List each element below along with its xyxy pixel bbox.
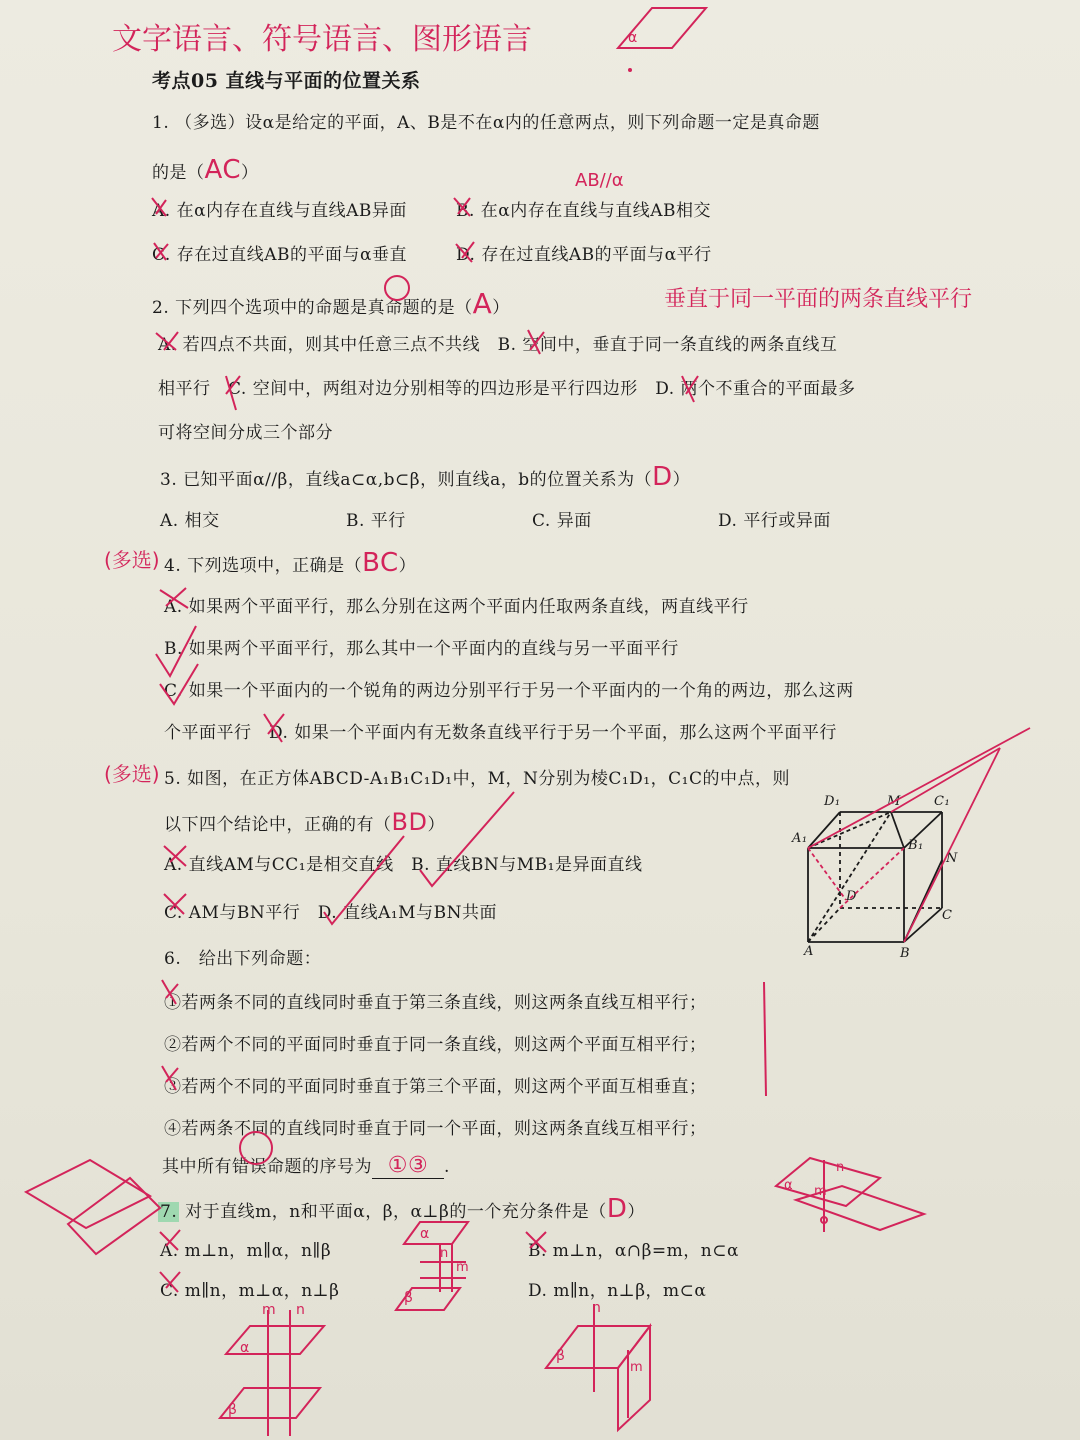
q5-stem-line2 [164,808,445,836]
q6-item2: ②若两个不同的平面同时垂直于同一条直线，则这两个平面互相平行； [164,1035,707,1055]
cube-edge-ad-hidden [808,908,840,942]
q4-stem-text: 4. 下列选项中，正确是（ [164,556,363,576]
q5-stem-line1: 5. 如图，在正方体ABCD-A₁B₁C₁D₁中，M，N分别为棱C₁D₁，C₁C的中点，则 [164,769,790,789]
cube-label-d1: D₁ [824,794,841,809]
q3-option-a: A. 相交 [160,511,220,531]
sketch-top-dot [628,68,632,72]
q4-line2: B. 如果两个平面平行，那么其中一个平面内的直线与另一平面平行 [164,639,679,659]
q5-answer: BD [391,808,428,836]
q6-tail-text: 其中所有错误命题的序号为 [162,1157,372,1177]
cube-label-b1: B₁ [908,838,924,853]
q1-close: ） [240,163,259,183]
sketch-right-n: n [836,1160,845,1175]
q2-line3: 可将空间分成三个部分 [158,423,333,443]
q6-stem: 6. 给出下列命题： [164,949,322,969]
q3-answer: D [652,462,673,492]
cube-label-c: C [942,908,953,923]
cube-label-m: M [887,794,901,809]
cube-label-a: A [804,944,814,959]
cube-line-a1m [808,812,891,848]
sketch-q7c-m: m [456,1260,469,1275]
q1-option-c: C. 存在过直线AB的平面与α垂直 [152,245,407,265]
q3-option-b: B. 平行 [346,511,406,531]
q7-option-d: D. m∥n，n⊥β，m⊂α [528,1281,707,1301]
q6-tail-period: . [444,1157,450,1177]
cube-line-am [808,812,891,942]
cube-red-extension-1 [808,728,1030,848]
q1-stem-line2 [152,155,258,185]
cube-label-a1: A₁ [792,831,808,846]
q1-answer: AC [204,155,241,185]
cube-label-c1: C₁ [934,794,951,809]
q6-item1: ①若两条不同的直线同时垂直于第三条直线，则这两条直线互相平行； [164,993,707,1013]
q7-close: ） [627,1202,645,1222]
q1-option-d: D. 存在过直线AB的平面与α平行 [456,245,712,265]
q3-stem-text: 3. 已知平面α//β，直线a⊂α,b⊂β，则直线a，b的位置关系为（ [160,470,653,490]
q3-option-d: D. 平行或异面 [718,511,831,531]
q6-tail [162,1152,450,1179]
cube-label-n: N [946,851,958,866]
q4-close: ） [398,556,417,576]
handwritten-ab-parallel: AB//α [575,170,624,191]
cube-line-bn [904,860,942,942]
handwritten-multi-select-q4: (多选) [104,548,160,572]
q6-side-bar [764,982,766,1096]
handwritten-note-top: 文字语言、符号语言、图形语言 [112,22,532,57]
sketch-q7c-alpha: α [420,1226,430,1242]
q1-option-b: B. 在α内存在直线与直线AB相交 [456,201,712,221]
sketch-lower-n: n [296,1302,305,1318]
sketch-top-alpha-label: α [628,30,638,46]
q2-stem-text: 2. 下列四个选项中的命题是真命题的是（ [152,298,473,318]
q1-option-a: A. 在α内存在直线与直线AB异面 [152,201,407,221]
sketch-q7c-n: n [440,1246,449,1261]
q2-answer: A [472,287,493,320]
handwritten-perp-note: 垂直于同一平面的两条直线平行 [664,287,973,312]
q2-line1: A. 若四点不共面，则其中任意三点不共线 B. 空间中，垂直于同一条直线的两条直线互 [158,335,838,355]
sketch-d-m: m [630,1360,643,1375]
q5-stem-text: 以下四个结论中，正确的有（ [164,815,392,835]
q6-item4: ④若两条不同的直线同时垂直于同一个平面，则这两条直线互相平行； [164,1119,707,1139]
q4-line1: A. 如果两个平面平行，那么分别在这两个平面内任取两条直线，两直线平行 [164,597,749,617]
cube-edge-a1d1 [808,812,840,848]
sketch-right-m: m [814,1184,827,1199]
sketch-left-planes [26,1160,160,1254]
q2-stem [152,287,510,320]
q2-close: ） [492,298,510,318]
q3-option-c: C. 异面 [532,511,592,531]
q1-stem-line1: 1. （多选）设α是给定的平面，A、B是不在α内的任意两点，则下列命题一定是真命题 [152,113,820,133]
q6-item3: ③若两个不同的平面同时垂直于第三个平面，则这两个平面互相垂直； [164,1077,707,1097]
sketch-right-planes [776,1158,924,1232]
q5-options-ab: A. 直线AM与CC₁是相交直线 B. 直线BN与MB₁是异面直线 [164,855,643,875]
q4-line4: 个平面平行 D. 如果一个平面内有无数条直线平行于另一个平面，那么这两个平面平行 [164,723,837,743]
cube-label-d: D [846,889,857,904]
q7-option-c: C. m∥n，m⊥α，n⊥β [160,1281,340,1301]
cube-edge-bc [904,908,942,942]
q6-answer: ①③ [372,1153,444,1179]
q4-line3: C. 如果一个平面内的一个锐角的两边分别平行于另一个平面内的一个角的两边，那么这两 [164,681,854,701]
sketch-q7c-beta: β [404,1290,413,1306]
sketch-right-alpha: α [784,1178,793,1193]
q1-stem-prefix: 的是（ [152,163,205,183]
cube-line-b1m [891,812,904,848]
q7-option-b: B. m⊥n，α∩β=m，n⊂α [528,1241,739,1261]
cube-label-b: B [900,946,911,961]
cube-figure [808,812,942,942]
q5-options-cd: C. AM与BN平行 D. 直线A₁M与BN共面 [164,903,497,923]
q5-close: ） [427,815,445,835]
sketch-d-beta: β [556,1348,565,1364]
sketch-lower-m: m [262,1302,276,1318]
sketch-d-n: n [592,1300,601,1316]
q7-number-highlight: 7. [160,1202,178,1222]
section-title: 考点05 直线与平面的位置关系 [152,70,421,92]
cube-red-annotations [808,728,1030,942]
q7-stem-text: 对于直线m，n和平面α，β，α⊥β的一个充分条件是（ [185,1202,607,1222]
cube-red-dashed [808,848,846,900]
sketch-lower-beta: β [228,1402,237,1418]
q2-line2: 相平行 C. 空间中，两组对边分别相等的四边形是平行四边形 D. 两个不重合的平面最多 [158,379,856,399]
q7-stem [158,1194,645,1224]
q7-answer: D [606,1194,628,1224]
q4-stem [164,548,416,578]
handwritten-multi-select-q5: (多选) [104,762,160,786]
q4-answer: BC [362,548,399,578]
sketch-lower-alpha: α [240,1340,250,1356]
q7-option-a: A. m⊥n，m∥α，n∥β [160,1241,332,1261]
q3-close: ） [672,470,691,490]
q3-stem [160,462,690,492]
